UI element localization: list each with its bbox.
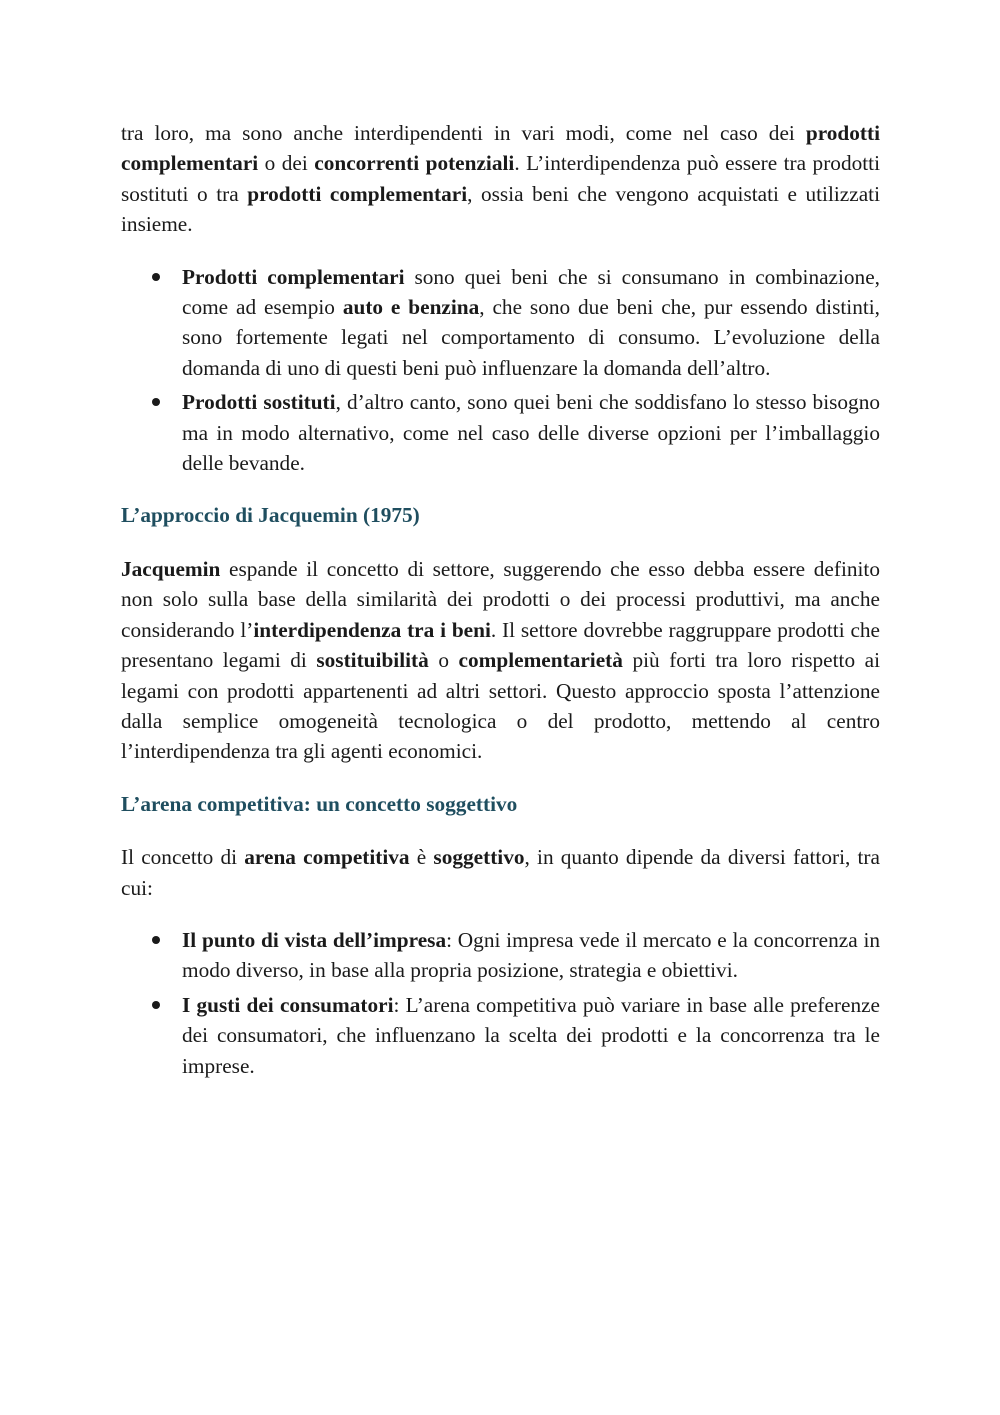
- arena-text: , in quanto dipende da diversi fattori, tra cui:: [121, 845, 880, 900]
- arena-paragraph: [121, 842, 880, 903]
- list-item-text: sono quei beni che si consumano in combinazione, come ad esempio: [182, 264, 880, 320]
- jacquemin-paragraph: [121, 554, 880, 767]
- arena-factors-list: [121, 925, 880, 1081]
- list-item-text: : L’arena competitiva può variare in base alle preferenze dei consumatori, che influenzano la scelta dei prodotti e la concorrenza tra le imprese.: [182, 992, 881, 1078]
- intro-text: o dei: [258, 151, 315, 176]
- products-list: [121, 262, 880, 479]
- list-item-bold-term: auto e benzina: [342, 295, 480, 320]
- bullet-icon: [152, 273, 160, 281]
- jacquemin-bold-term: interdipendenza tra i beni: [253, 617, 491, 642]
- list-item-complementary: [121, 262, 880, 384]
- bullet-icon: [152, 1001, 160, 1009]
- jacquemin-bold-term: complementarietà: [458, 648, 623, 673]
- list-item-bold-term: I gusti dei consumatori: [182, 992, 394, 1017]
- list-item-substitutes: [121, 387, 880, 478]
- list-item-bold-term: Il punto di vista dell’impresa: [182, 927, 447, 952]
- jacquemin-text: o: [428, 648, 459, 673]
- intro-bold-term: prodotti complementari: [121, 121, 880, 176]
- arena-text: Il concetto di: [121, 845, 245, 870]
- section-heading-jacquemin: L’approccio di Jacquemin (1975): [121, 503, 420, 528]
- jacquemin-text: più forti tra loro rispetto ai legami con prodotti appartenenti ad altri settori. Questo approccio sposta l’attenzione dalla semplice omogeneità tecnologica o del prodotto, mettendo al centro l’interdipendenza tra gli agenti economici.: [121, 648, 881, 764]
- jacquemin-bold-term: Jacquemin: [121, 556, 221, 581]
- list-item-bold-term: Prodotti complementari: [182, 264, 405, 289]
- list-item-text: , che sono due beni che, pur essendo distinti, sono fortemente legati nel comportamento di consumo. L’evoluzione della domanda di uno di questi beni può influenzare la domanda dell’altro.: [182, 295, 881, 380]
- intro-text: tra loro, ma sono anche interdipendenti in vari modi, come nel caso dei: [121, 121, 806, 145]
- intro-bold-term: prodotti complementari: [247, 181, 468, 206]
- intro-text: . L’interdipendenza può essere tra prodotti sostituti o tra: [121, 151, 880, 206]
- intro-text: , ossia beni che vengono acquistati e utilizzati insieme.: [121, 181, 880, 237]
- intro-paragraph: [121, 118, 880, 240]
- jacquemin-bold-term: sostituibilità: [316, 648, 429, 673]
- section-heading-arena: L’arena competitiva: un concetto soggettivo: [121, 791, 518, 816]
- bullet-icon: [152, 936, 160, 944]
- intro-bold-term: concorrenti potenziali: [314, 151, 515, 176]
- jacquemin-text: espande il concetto di settore, suggerendo che esso debba essere definito non solo sulla base della similarità dei prodotti o dei processi produttivi, ma anche considerando l’: [121, 556, 880, 642]
- list-item-company-view: [121, 925, 880, 986]
- list-item-bold-term: Prodotti sostituti: [182, 390, 336, 415]
- jacquemin-text: . Il settore dovrebbe raggruppare prodotti che presentano legami di: [121, 617, 881, 673]
- arena-text: è: [409, 845, 434, 870]
- bullet-icon: [152, 398, 160, 406]
- arena-bold-term: arena competitiva: [244, 845, 410, 870]
- list-item-consumer-tastes: [121, 990, 880, 1081]
- list-item-text: : Ogni impresa vede il mercato e la concorrenza in modo diverso, in base alla propria posizione, strategia e obiettivi.: [182, 927, 881, 983]
- document-page: [121, 118, 880, 1103]
- arena-bold-term: soggettivo: [433, 845, 525, 870]
- list-item-text: , d’altro canto, sono quei beni che soddisfano lo stesso bisogno ma in modo alternativo, come nel caso delle diverse opzioni per l’imballaggio delle bevande.: [182, 390, 880, 476]
